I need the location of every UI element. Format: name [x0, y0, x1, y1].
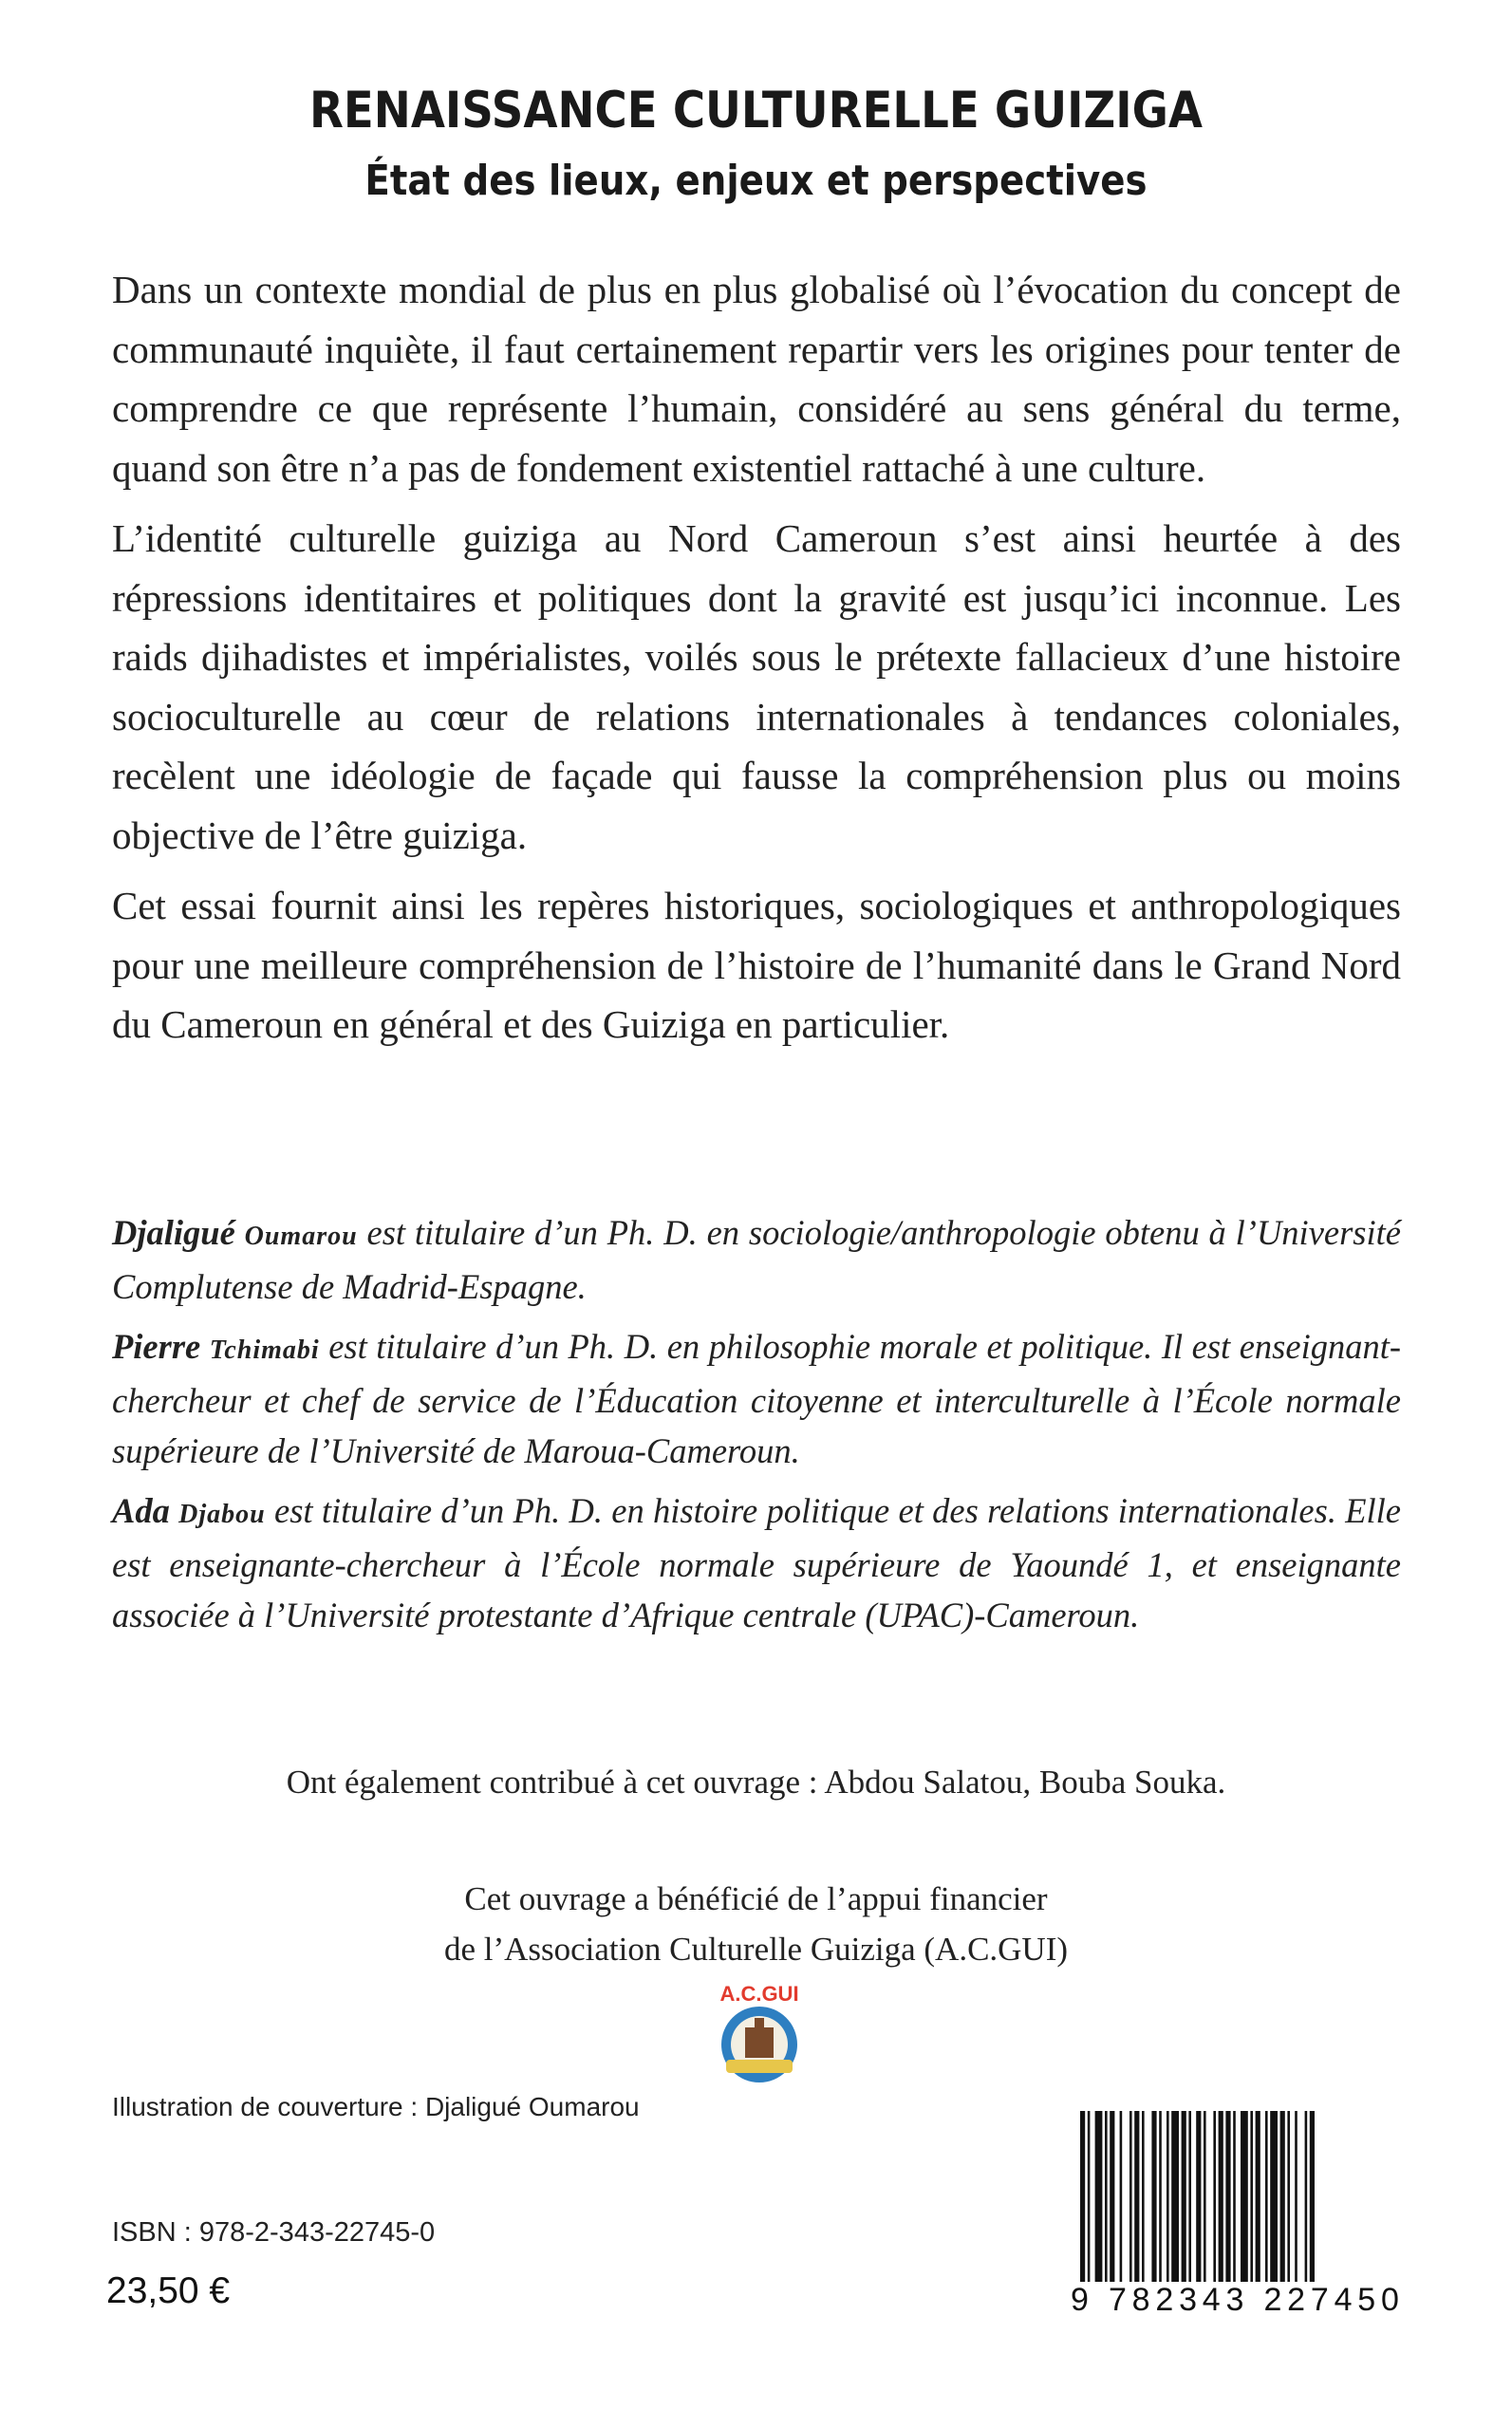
logo-building-icon: [745, 2027, 774, 2058]
author-first-name: Pierre: [112, 1327, 201, 1366]
author-bio: [112, 1321, 1401, 1476]
author-first-name: Ada: [112, 1491, 170, 1530]
author-first-name: Djaligué: [112, 1213, 235, 1252]
book-subtitle: État des lieux, enjeux et perspectives: [364, 157, 1148, 205]
author-bio: [112, 1485, 1401, 1640]
author-bio-text: est titulaire d’un Ph. D. en philosophie morale et politique. Il est enseignant-chercheur et chef de service de l’Éducation citoyenne et interculturelle à l’École normale supérieure de l’Université de Maroua-Cameroun.: [112, 1327, 1402, 1470]
summary-paragraph: Dans un contexte mondial de plus en plus globalisé où l’évocation du concept de communauté inquiète, il faut certainement repartir vers les origines pour tenter de comprendre ce que représente l’humain, considéré au sens général du terme, quand son être n’a pas de fondement existentiel rattaché à une culture.: [112, 268, 1401, 490]
funding-line: Cet ouvrage a bénéficié de l’appui financier: [464, 1880, 1048, 1917]
author-last-name: Djabou: [178, 1500, 266, 1529]
logo-text: A.C.GUI: [719, 1982, 799, 2006]
isbn: ISBN : 978-2-343-22745-0: [112, 2217, 436, 2248]
price: 23,50 €: [106, 2270, 231, 2311]
summary-paragraph: Cet essai fournit ainsi les repères historiques, sociologiques et anthropologiques pour une meilleure compréhension de l’histoire de l’humanité dans le Grand Nord du Cameroun en général et des Guiziga en particulier.: [112, 884, 1401, 1046]
summary-paragraph: L’identité culturelle guiziga au Nord Cameroun s’est ainsi heurtée à des répressions identitaires et politiques dont la gravité est jusqu’ici inconnue. Les raids djihadistes et impérialistes, voilés sous le prétexte fallacieux d’une histoire socioculturelle au cœur de relations internationales à tendances coloniales, recèlent une idéologie de façade qui fausse la compréhension plus ou moins objective de l’être guiziga.: [112, 516, 1401, 857]
book-title: RENAISSANCE CULTURELLE GUIZIGA: [309, 82, 1203, 140]
logo-band: [726, 2060, 793, 2073]
author-bios: [112, 1207, 1401, 1650]
contributors-line: Ont également contribué à cet ouvrage : Abdou Salatou, Bouba Souka.: [286, 1764, 1226, 1801]
logo-tower-icon: [755, 2018, 764, 2029]
illustration-credit: Illustration de couverture : Djaligué Oumarou: [112, 2092, 640, 2121]
funding-note: [0, 1874, 1512, 1974]
author-bio-text: est titulaire d’un Ph. D. en histoire politique et des relations internationales. Elle est enseignante-chercheur à l’École normale supérieure de Yaoundé 1, et enseignante associée à l’Université protestante d’Afrique centrale (UPAC)-Cameroun.: [112, 1491, 1402, 1634]
author-bio: [112, 1207, 1401, 1312]
author-last-name: Oumarou: [244, 1222, 358, 1251]
author-last-name: Tchimabi: [209, 1335, 320, 1365]
summary-text: [112, 260, 1401, 1066]
acgui-logo: [698, 1976, 821, 2090]
funding-line: de l’Association Culturelle Guiziga (A.C.GUI): [443, 1931, 1069, 1968]
author-bio-text: est titulaire d’un Ph. D. en sociologie/anthropologie obtenu à l’Université Complutense de Madrid-Espagne.: [112, 1213, 1401, 1306]
barcode-digits: 9 782343 227450: [1071, 2282, 1431, 2319]
